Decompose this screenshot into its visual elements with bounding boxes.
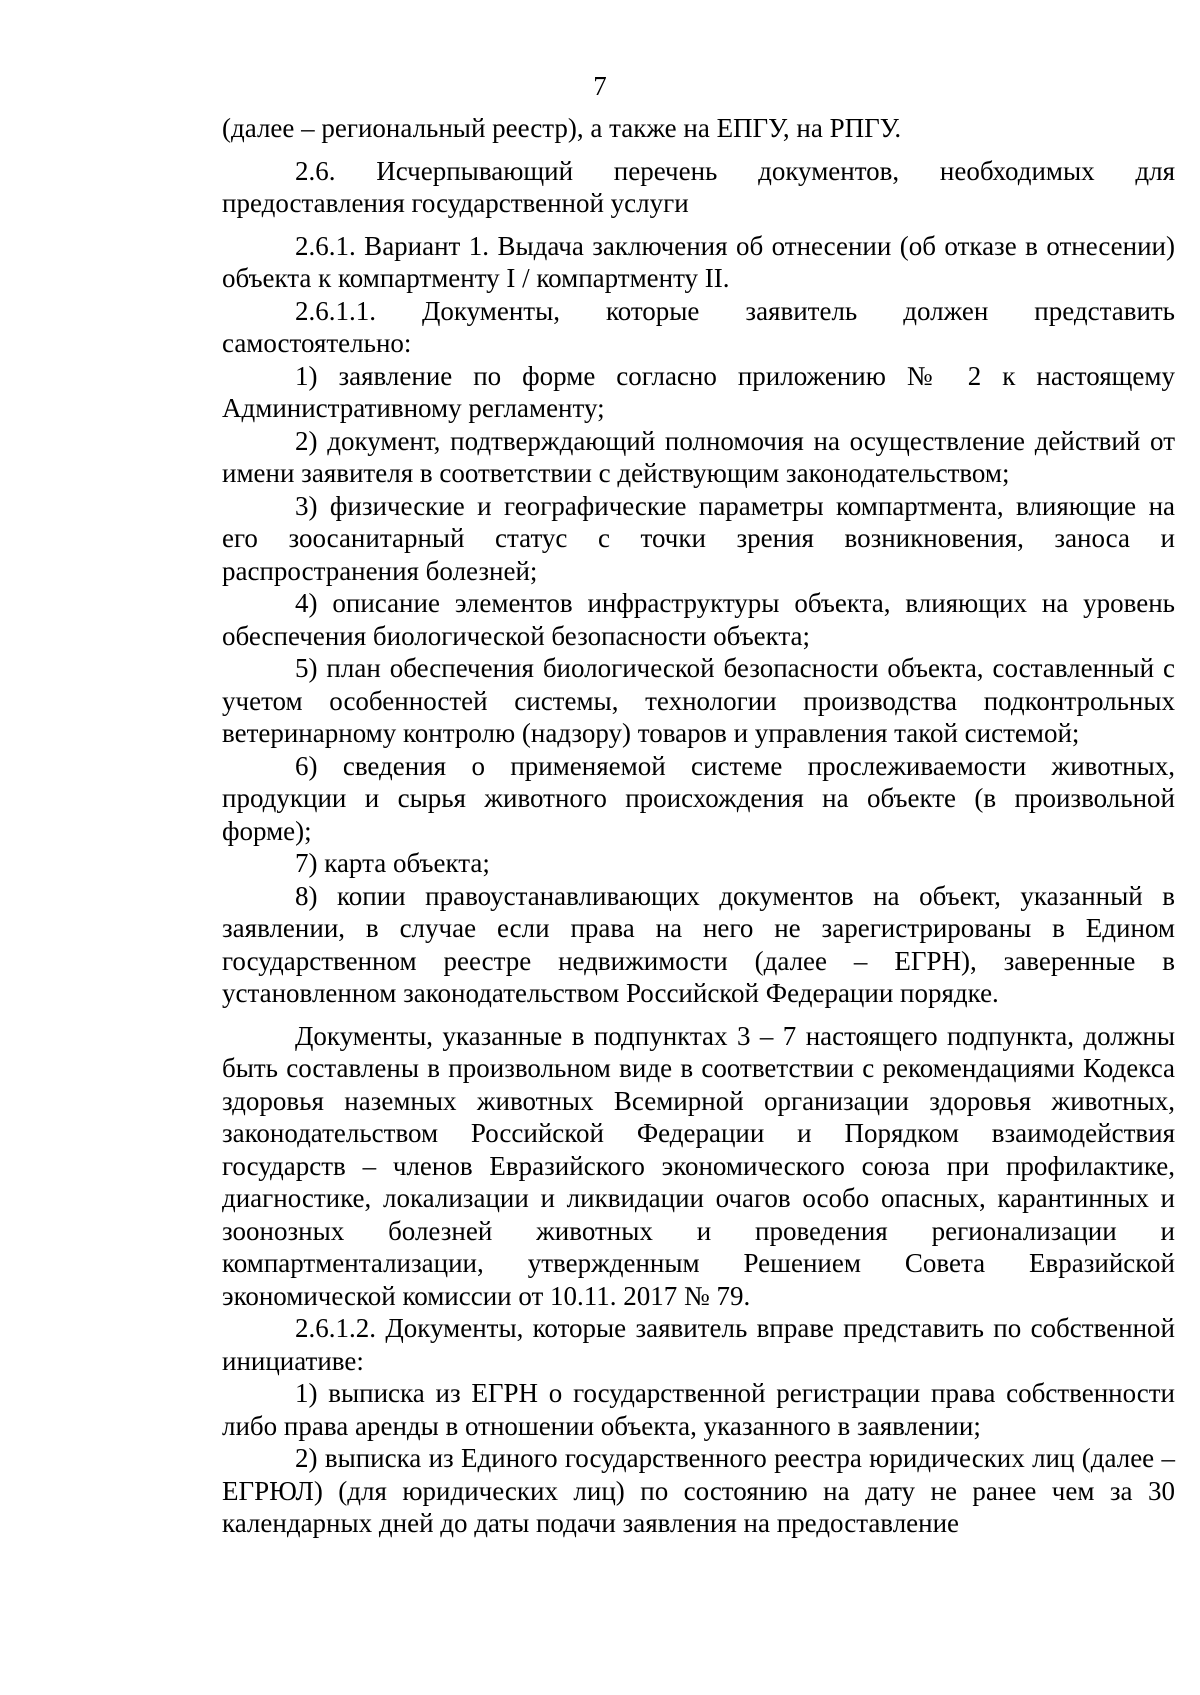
paragraph: 2.6.1.2. Документы, которые заявитель вправе представить по собственной инициативе: [222, 1313, 1175, 1376]
paragraph: 1) выписка из ЕГРН о государственной регистрации права собственности либо права аренды в отношении объекта, указанного в заявлении; [222, 1378, 1175, 1441]
paragraph: 2) документ, подтверждающий полномочия на осуществление действий от имени заявителя в соответствии с действующим законодательством; [222, 425, 1175, 488]
paragraph: 5) план обеспечения биологической безопасности объекта, составленный с учетом особенностей системы, технологии производства подконтрольных ветеринарному контролю (надзору) товаров и управления такой системой; [222, 653, 1175, 748]
paragraph: 1) заявление по форме согласно приложению № 2 к настоящему Административному регламенту; [222, 360, 1175, 423]
paragraph: (далее – региональный реестр), а также на ЕПГУ, на РПГУ. [222, 113, 902, 143]
page-number: 7 [593, 71, 607, 101]
paragraph: 6) сведения о применяемой системе прослеживаемости животных, продукции и сырья животного происхождения на объекте (в произвольной форме); [222, 750, 1175, 846]
paragraph: 4) описание элементов инфраструктуры объекта, влияющих на уровень обеспечения биологической безопасности объекта; [222, 588, 1175, 651]
paragraph: 2.6. Исчерпывающий перечень документов, необходимых для предоставления государственной услуги [222, 155, 1175, 218]
paragraph: 7) карта объекта; [295, 848, 490, 878]
paragraph: 8) копии правоустанавливающих документов на объект, указанный в заявлении, в случае если права на него не зарегистрированы в Едином государственном реестре недвижимости (далее – ЕГРН), заверенные в установленном законодательством Российской Федерации порядке. [222, 880, 1175, 1008]
paragraph: 2.6.1. Вариант 1. Выдача заключения об отнесении (об отказе в отнесении) объекта к компартменту I / компартменту II. [222, 230, 1175, 293]
paragraph: 2) выписка из Единого государственного реестра юридических лиц (далее – ЕГРЮЛ) (для юридических лиц) по состоянию на дату не ранее чем за 30 календарных дней до даты подачи заявления на предоставление [222, 1443, 1175, 1538]
document-body [222, 112, 1175, 1540]
paragraph: Документы, указанные в подпунктах 3 – 7 настоящего подпункта, должны быть составлены в произвольном виде в соответствии с рекомендациями Кодекса здоровья наземных животных Всемирной организации здоровья животных, законодательством Российской Федерации и Порядком взаимодействия государств – членов Евразийского экономического союза при профилактике, диагностике, локализации и ликвидации очагов особо опасных, карантинных и зоонозных болезней животных и проведения регионализации и компартментализации, утвержденным Решением Совета Евразийской экономической комиссии от 10.11. 2017 № 79. [222, 1020, 1175, 1311]
paragraph: 3) физические и географические параметры компартмента, влияющие на его зоосанитарный статус с точки зрения возникновения, заноса и распространения болезней; [222, 490, 1175, 586]
paragraph: 2.6.1.1. Документы, которые заявитель должен представить самостоятельно: [222, 295, 1175, 358]
